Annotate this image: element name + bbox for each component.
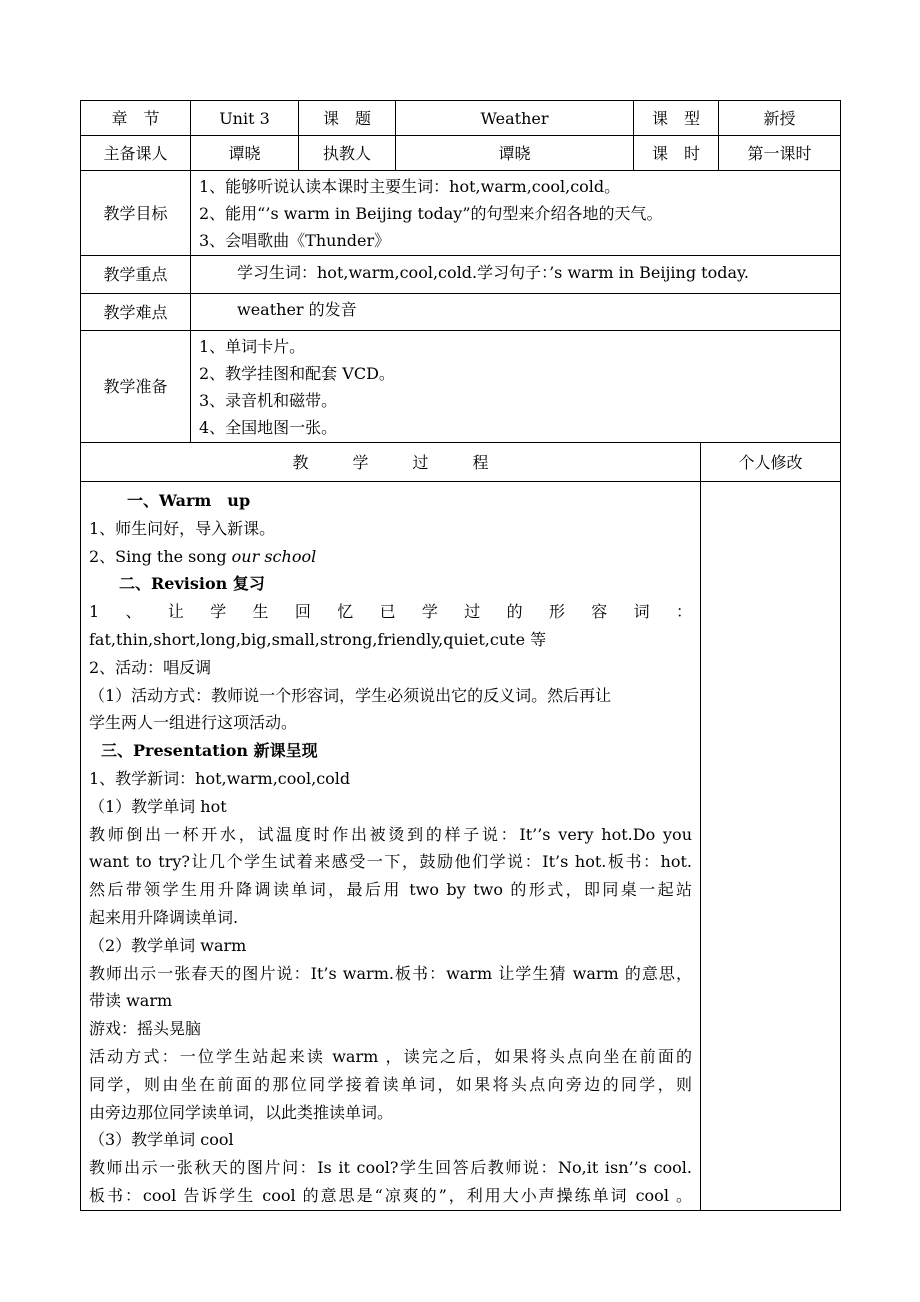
process-line: 起来用升降调读单词. xyxy=(89,907,239,927)
process-line xyxy=(89,543,692,571)
goal-item: 2、能用“’s warm in Beijing today”的句型来介绍各地的天气。 xyxy=(199,203,663,223)
process-title-char: 过 xyxy=(412,452,429,472)
process-body-row xyxy=(81,482,841,1211)
process-line: （2）教学单词 warm xyxy=(89,935,247,955)
preparation-row xyxy=(81,331,841,443)
lesson-plan-sheet xyxy=(80,100,840,1211)
process-line: 带读 warm xyxy=(89,991,173,1011)
process-line: 2、活动：唱反调 xyxy=(89,657,212,677)
planner-label: 主备课人 xyxy=(81,136,191,171)
key-points-content: 学习生词：hot,warm,cool,cold.学习句子：’s warm in Beijing today. xyxy=(191,256,841,294)
process-title-char: 学 xyxy=(352,452,369,472)
process-title-char: 程 xyxy=(472,452,489,472)
preparation-item: 1、单词卡片。 xyxy=(199,336,306,356)
topic-label: 课 题 xyxy=(299,101,396,136)
header-row-2 xyxy=(81,136,841,171)
section-presentation-heading: 三、Presentation 新课呈现 xyxy=(101,741,318,761)
section-revision-heading: 二、Revision 复习 xyxy=(119,574,265,594)
chapter-label: 章 节 xyxy=(81,101,191,136)
preparation-item: 4、全国地图一张。 xyxy=(199,417,338,437)
process-line: 1、教学新词：hot,warm,cool,cold xyxy=(89,768,351,788)
section-warm-up-heading: 一、Warm up xyxy=(127,491,251,510)
personal-revision-column xyxy=(701,482,841,1211)
goals-label: 教学目标 xyxy=(81,171,191,256)
process-line: 由旁边那位同学读单词，以此类推读单词。 xyxy=(89,1102,394,1122)
difficulties-label: 教学难点 xyxy=(81,294,191,331)
process-line: 同学，则由坐在前面的那位同学接着读单词，如果将头点向旁边的同学，则 xyxy=(89,1074,692,1094)
difficulties-content: weather 的发音 xyxy=(191,294,841,331)
teacher-value: 谭晓 xyxy=(396,136,634,171)
difficulties-row xyxy=(81,294,841,331)
song-title: our school xyxy=(231,546,317,566)
chapter-value: Unit 3 xyxy=(191,101,299,136)
preparation-item: 2、教学挂图和配套 VCD。 xyxy=(199,363,395,383)
process-line: 1、师生问好，导入新课。 xyxy=(89,518,276,538)
process-line: fat,thin,short,long,big,small,strong,friendly,quiet,cute 等 xyxy=(89,629,547,649)
goals-row xyxy=(81,171,841,256)
goals-content xyxy=(191,171,841,256)
goal-item: 3、会唱歌曲《Thunder》 xyxy=(199,230,391,250)
personal-revision-label: 个人修改 xyxy=(701,443,841,482)
preparation-content xyxy=(191,331,841,443)
key-points-label: 教学重点 xyxy=(81,256,191,294)
lesson-plan-header-table xyxy=(80,100,841,443)
preparation-item: 3、录音机和磁带。 xyxy=(199,390,338,410)
process-header-row xyxy=(81,443,841,482)
process-line: 教师倒出一杯开水，试温度时作出被烫到的样子说：It’’s very hot.Do you xyxy=(89,824,692,844)
period-label: 课 时 xyxy=(634,136,719,171)
process-table xyxy=(80,442,841,1211)
goal-item: 1、能够听说认读本课时主要生词：hot,warm,cool,cold。 xyxy=(199,176,621,196)
header-row-1 xyxy=(81,101,841,136)
process-title-char: 教 xyxy=(292,452,309,472)
process-line: （1）教学单词 hot xyxy=(89,796,227,816)
process-line: 板书：cool 告诉学生 cool 的意思是“凉爽的”，利用大小声操练单词 cool 。 xyxy=(89,1185,692,1205)
process-line: （3）教学单词 cool xyxy=(89,1130,234,1150)
planner-value: 谭晓 xyxy=(191,136,299,171)
process-line: 活动方式：一位学生站起来读 warm ，读完之后，如果将头点向坐在前面的 xyxy=(89,1046,692,1066)
process-line: 游戏：摇头晃脑 xyxy=(89,1019,202,1039)
type-value: 新授 xyxy=(719,101,841,136)
teacher-label: 执教人 xyxy=(299,136,396,171)
process-line: 教师出示一张春天的图片说：It’s warm.板书：warm 让学生猜 warm 的意思， xyxy=(89,963,692,983)
process-line: 然后带领学生用升降调读单词，最后用 two by two 的形式，即同桌一起站 xyxy=(89,880,692,900)
process-line: 教师出示一张秋天的图片问：Is it cool?学生回答后教师说：No,it isn’’s cool. xyxy=(89,1158,692,1178)
key-points-row xyxy=(81,256,841,294)
preparation-label: 教学准备 xyxy=(81,331,191,443)
process-line: 学生两人一组进行这项活动。 xyxy=(89,713,298,733)
process-content xyxy=(81,482,701,1211)
process-line: （1）活动方式：教师说一个形容词，学生必须说出它的反义词。然后再让 xyxy=(89,685,612,705)
process-line: want to try?让几个学生试着来感受一下，鼓励他们学说：It’s hot.板书：hot. xyxy=(89,852,692,872)
process-title xyxy=(81,443,701,482)
period-value: 第一课时 xyxy=(719,136,841,171)
type-label: 课 型 xyxy=(634,101,719,136)
process-line: 1、让学生回忆已学过的形容词： xyxy=(89,602,692,622)
song-intro: 2、Sing the song xyxy=(89,546,232,566)
topic-value: Weather xyxy=(396,101,634,136)
